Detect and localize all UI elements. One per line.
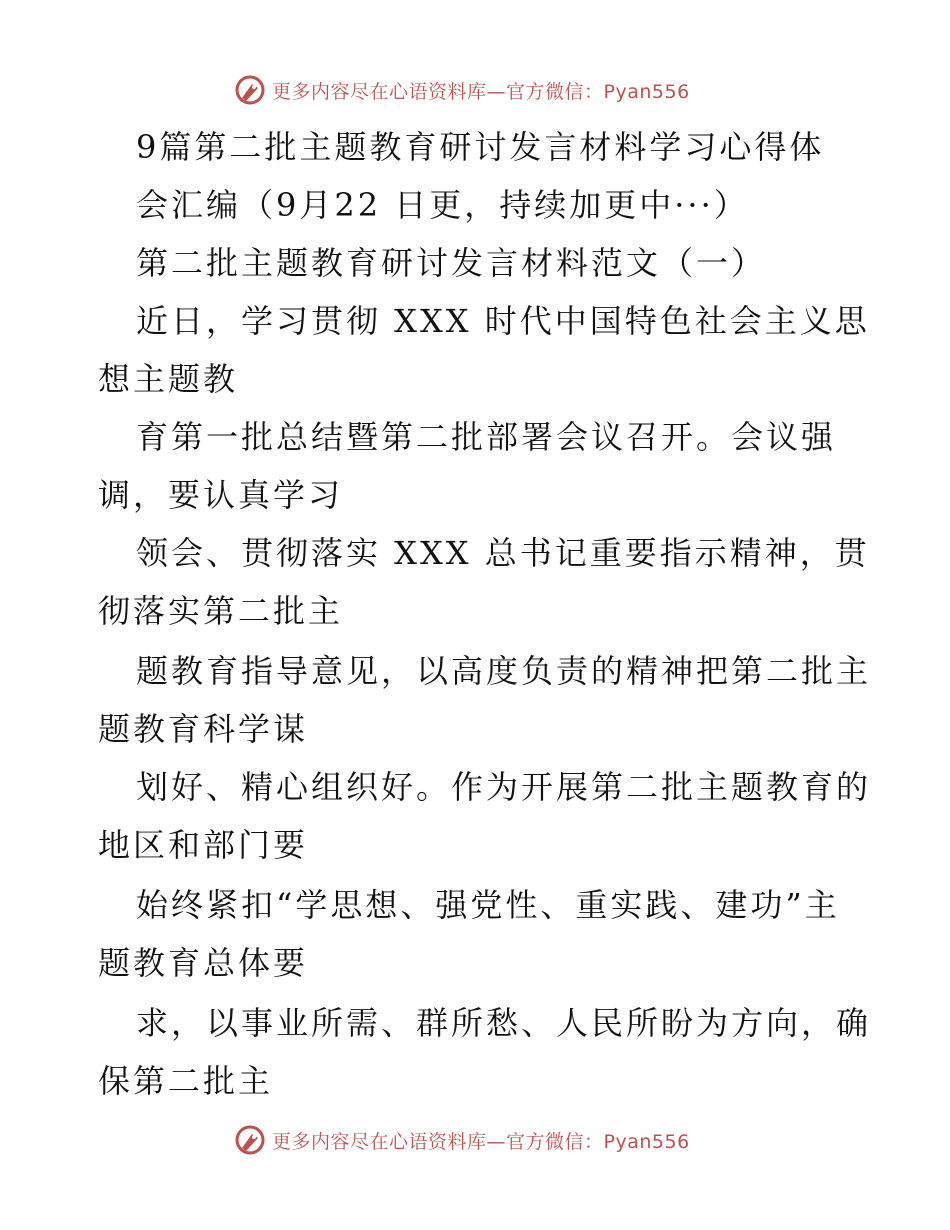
paragraph-line: 题教育科学谋 — [98, 710, 309, 748]
document-title-line-2: 会汇编（9月22 日更，持续加更中···） — [136, 186, 749, 224]
paragraph-line: 想主题教 — [98, 360, 239, 398]
paragraph-line: 育第一批总结暨第二批部署会议召开。会议强 — [136, 418, 837, 456]
paragraph-line: 调，要认真学习 — [98, 476, 344, 514]
paragraph-line: 始终紧扣“学思想、强党性、重实践、建功”主 — [136, 886, 840, 924]
paragraph-line: 题教育指导意见，以高度负责的精神把第二批主 — [136, 652, 872, 690]
paragraph-line: 近日，学习贯彻 XXX 时代中国特色社会主义思 — [136, 302, 870, 340]
footer-banner — [234, 1122, 690, 1158]
section-heading: 第二批主题教育研讨发言材料范文（一） — [136, 244, 767, 282]
banner-text: 更多内容尽在心语资料库—官方微信：Pyan556 — [272, 1130, 690, 1153]
paragraph-line: 题教育总体要 — [98, 944, 309, 982]
banner-text: 更多内容尽在心语资料库—官方微信：Pyan556 — [272, 80, 690, 103]
paragraph-line: 求，以事业所需、群所愁、人民所盼为方向，确 — [136, 1004, 872, 1042]
paragraph-line: 彻落实第二批主 — [98, 592, 344, 630]
paragraph-line: 保第二批主 — [98, 1062, 274, 1100]
paragraph-line: 领会、贯彻落实 XXX 总书记重要指示精神，贯 — [136, 534, 870, 572]
paragraph-line: 划好、精心组织好。作为开展第二批主题教育的 — [136, 768, 872, 806]
paragraph-line: 地区和部门要 — [98, 826, 309, 864]
pen-nib-logo-icon — [234, 1124, 266, 1156]
document-title-line-1: 9篇第二批主题教育研讨发言材料学习心得体 — [136, 128, 825, 166]
